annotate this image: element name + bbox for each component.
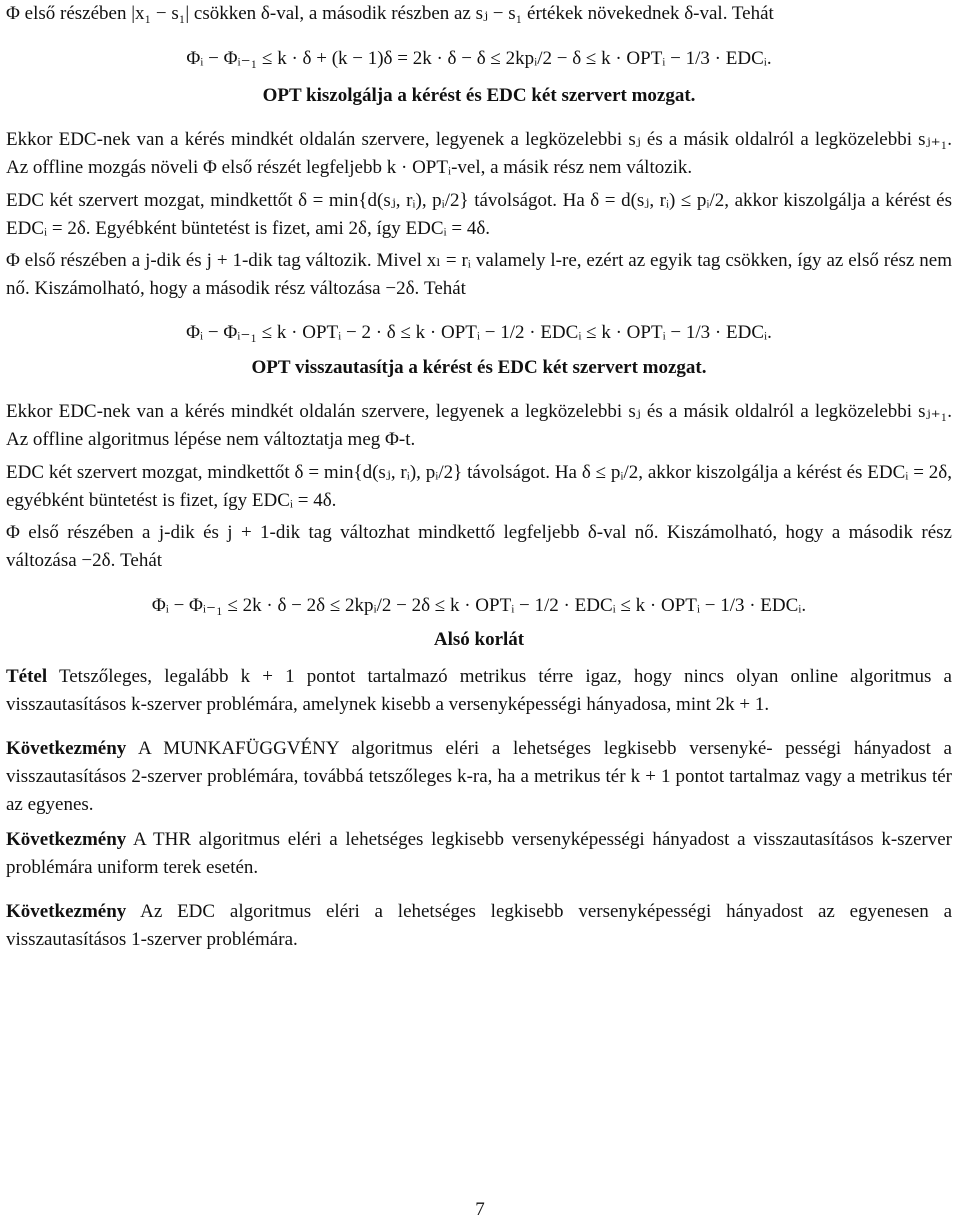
corollary-work-function — [6, 735, 952, 819]
case-heading-reject-two: OPT visszautasítja a kérést és EDC két szervert mozgat. — [251, 357, 707, 378]
corollary-thr — [6, 826, 952, 882]
section-heading-lower-bound: Alsó korlát — [433, 629, 525, 650]
paragraph-edc-moves-two: EDC két szervert mozgat, mindkettőt δ = min{d(sⱼ, rᵢ), pᵢ/2} távolságot. Ha δ = d(sⱼ, rᵢ) ≤ pᵢ/2, akkor kiszolgálja a kérést és EDCᵢ = 2δ. Egyébként büntetést is fizet, ami 2δ, így EDCᵢ = 4δ. — [6, 190, 952, 239]
equation-3: Φᵢ − Φᵢ₋₁ ≤ 2k · δ − 2δ ≤ 2kpᵢ/2 − 2δ ≤ k · OPTᵢ − 1/2 · EDCᵢ ≤ k · OPTᵢ − 1/3 · EDCᵢ. — [151, 595, 807, 616]
case-heading-serve-two: OPT kiszolgálja a kérést és EDC két szervert mozgat. — [262, 85, 696, 106]
theorem-text: Tetszőleges, legalább k + 1 pontot tartalmazó metrikus térre igaz, hogy nincs olyan online algoritmus a visszautasításos k-szerver problémára, amelynek kisebb a versenyképességi hányadosa, mint 2k + 1. — [6, 666, 952, 715]
corollary-text: A MUNKAFÜGGVÉNY algoritmus eléri a lehetséges legkisebb versenyké- pességi hányadost a visszautasításos 2-szerver problémára, továbbá tetszőleges k-ra, ha a metrikus tér k + 1 pontot tartalmaz vagy a metrikus tér az egyenes. — [6, 738, 952, 815]
corollary-text: Az EDC algoritmus eléri a lehetséges legkisebb versenyképességi hányadost az egyenesen a visszautasításos 1-szerver problémára. — [6, 901, 952, 950]
corollary-edc — [6, 898, 952, 954]
corollary-text: A THR algoritmus eléri a lehetséges legkisebb versenyképességi hányadost a visszautasításos k-szerver problémára uniform terek esetén. — [6, 829, 952, 878]
equation-2: Φᵢ − Φᵢ₋₁ ≤ k · OPTᵢ − 2 · δ ≤ k · OPTᵢ − 1/2 · EDCᵢ ≤ k · OPTᵢ − 1/3 · EDCᵢ. — [186, 322, 772, 343]
paragraph-edc-servers-offline: Ekkor EDC-nek van a kérés mindkét oldalán szervere, legyenek a legközelebbi sⱼ és a másik oldalról a legközelebbi sⱼ₊₁. Az offline algoritmus lépése nem változtatja meg Φ-t. — [6, 401, 952, 450]
paragraph-edc-moves-two-reject: EDC két szervert mozgat, mindkettőt δ = min{d(sⱼ, rᵢ), pᵢ/2} távolságot. Ha δ ≤ pᵢ/2, akkor kiszolgálja a kérést és EDCᵢ = 2δ, egyébként büntetést is fizet, így EDCᵢ = 4δ. — [6, 462, 952, 511]
equation-1: Φᵢ − Φᵢ₋₁ ≤ k · δ + (k − 1)δ = 2k · δ − δ ≤ 2kpᵢ/2 − δ ≤ k · OPTᵢ − 1/3 · EDCᵢ. — [186, 48, 772, 69]
theorem-label: Tétel — [6, 666, 48, 687]
paragraph-edc-servers-both-sides: Ekkor EDC-nek van a kérés mindkét oldalán szervere, legyenek a legközelebbi sⱼ és a másik oldalról a legközelebbi sⱼ₊₁. Az offline mozgás növeli Φ első részét legfeljebb k · OPTᵢ-vel, a másik rész nem változik. — [6, 129, 952, 178]
corollary-label: Következmény — [6, 901, 127, 922]
corollary-label: Következmény — [6, 829, 127, 850]
paragraph-phi-increase: Φ első részében a j-dik és j + 1-dik tag változhat mindkettő legfeljebb δ-val nő. Kiszámolható, hogy a második rész változása −2δ. Tehát — [6, 522, 952, 571]
paragraph-phi-jth-term: Φ első részében a j-dik és j + 1-dik tag változik. Mivel xₗ = rᵢ valamely l-re, ezért az egyik tag csökken, így az első rész nem nő. Kiszámolható, hogy a második rész változása −2δ. Tehát — [6, 250, 952, 299]
corollary-label: Következmény — [6, 738, 127, 759]
paragraph-phi-first-part: Φ első részében |x₁ − s₁| csökken δ-val, a második részben az sⱼ − s₁ értékek növekednek δ-val. Tehát — [6, 3, 774, 24]
theorem — [6, 663, 952, 719]
page-number: 7 — [475, 1199, 485, 1220]
